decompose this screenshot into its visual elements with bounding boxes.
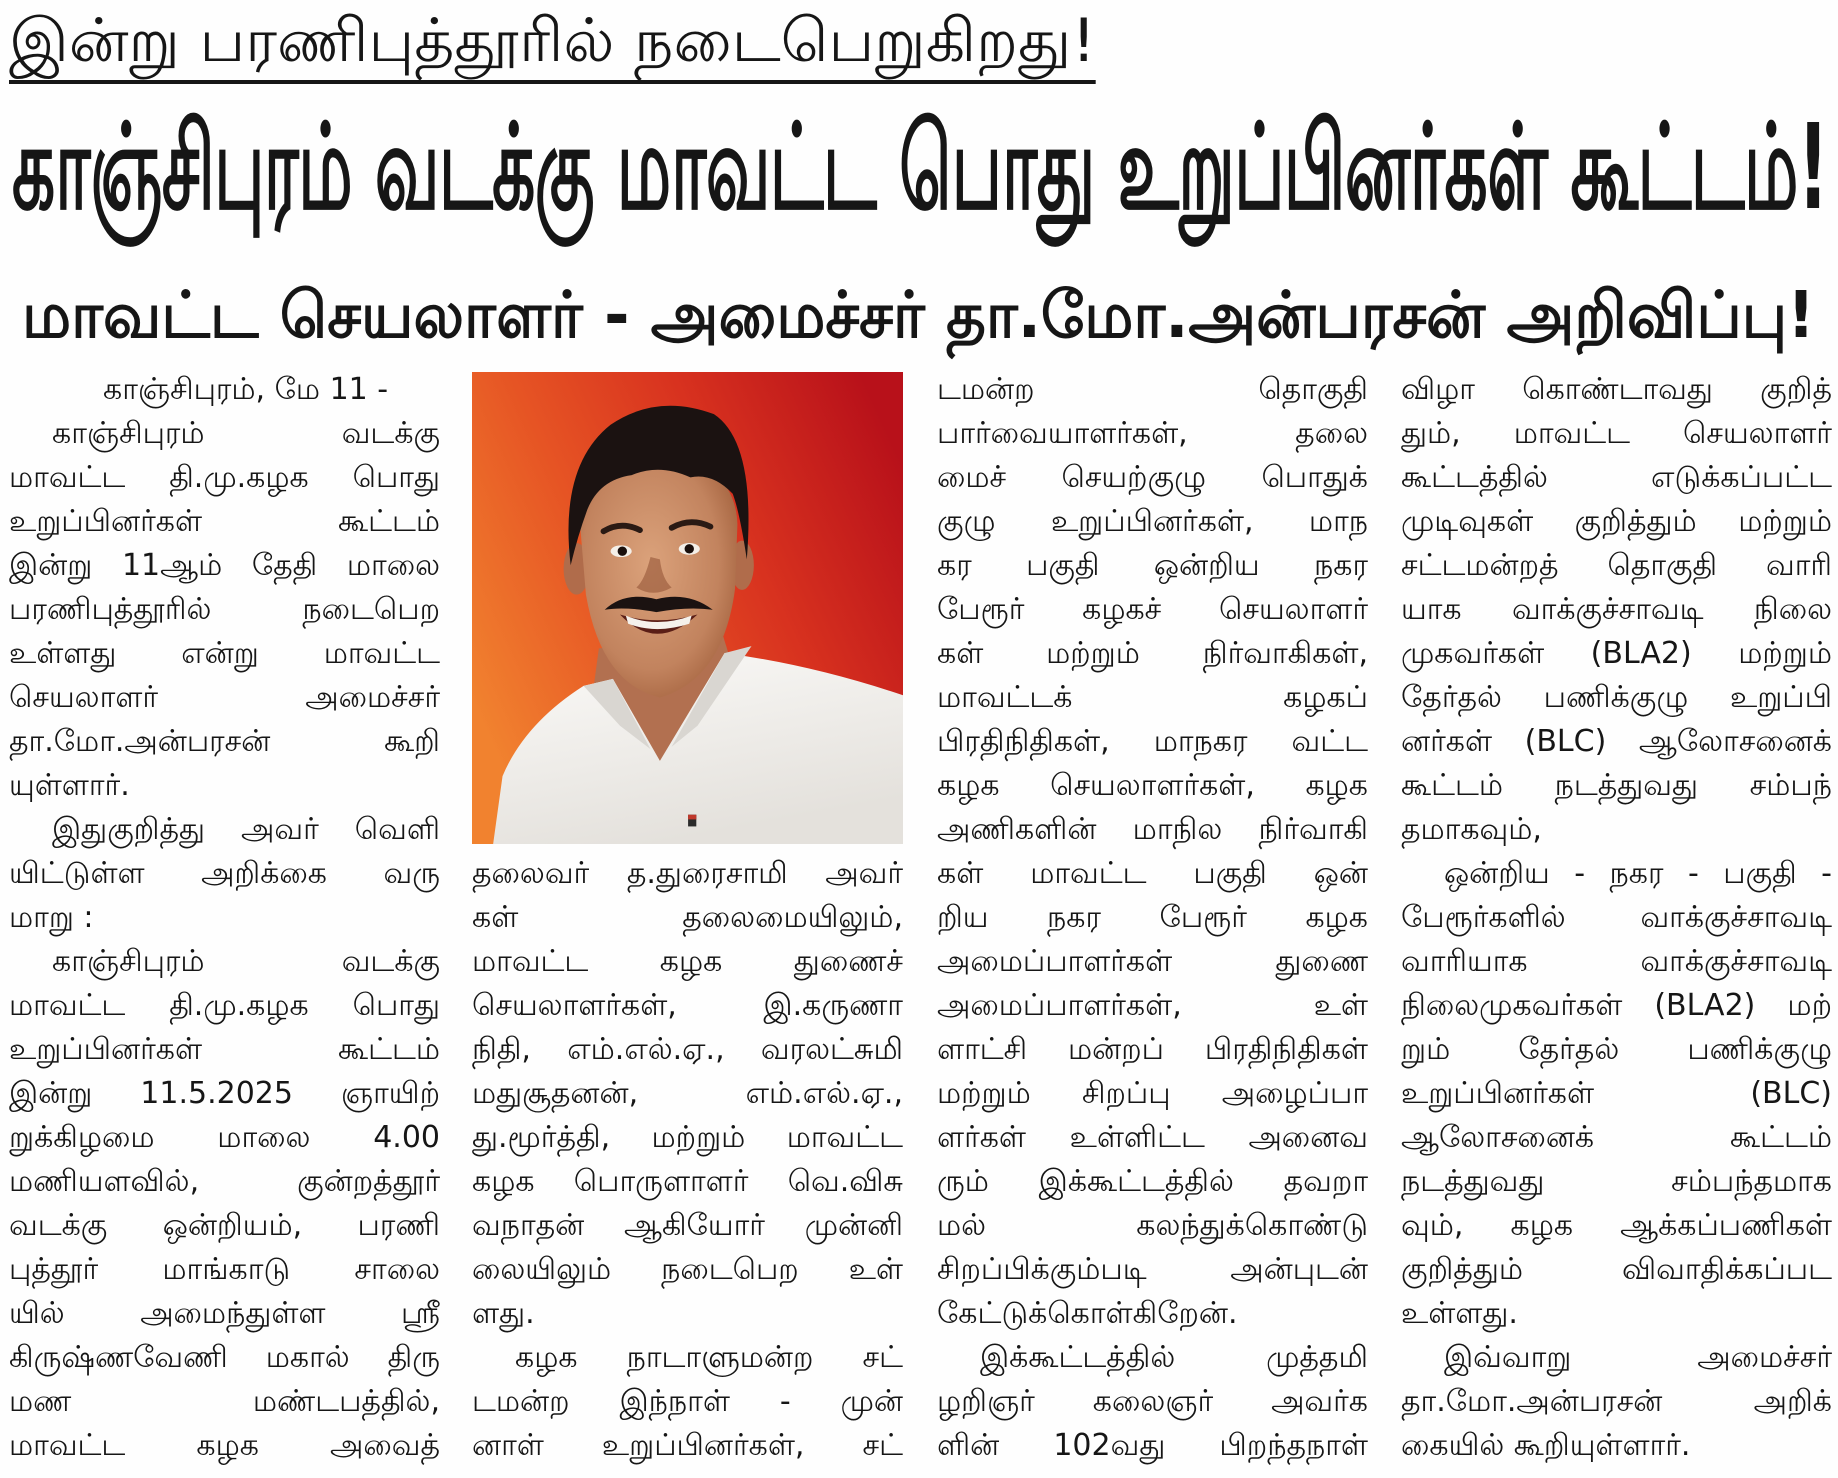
article-column-2 <box>472 852 903 1468</box>
article-line: கூட்டம் நடத்துவது சம்பந் <box>1401 768 1832 803</box>
article-line: மல் கலந்துக்கொண்டு <box>937 1208 1368 1243</box>
right-pupil <box>685 544 694 553</box>
article-line: கிருஷ்ணவேணி மகால் திரு <box>9 1340 440 1375</box>
article-line: கள் தலைமையிலும், <box>472 900 903 935</box>
article-paragraph <box>472 852 903 1336</box>
article-line: பரணிபுத்தூரில் நடைபெற <box>9 592 440 627</box>
article-line: வநாதன் ஆகியோர் முன்னி <box>472 1208 903 1243</box>
article-paragraph <box>9 940 440 1468</box>
article-line: மண மண்டபத்தில், <box>9 1384 440 1419</box>
portrait-illustration <box>472 372 903 844</box>
article-line: தமாகவும், <box>1401 812 1542 847</box>
article-line: ழறிஞர் கலைஞர் அவர்க <box>937 1384 1368 1419</box>
article-paragraph <box>1401 852 1832 1336</box>
article-line: இதுகுறித்து அவர் வெளி <box>52 812 440 847</box>
article-line: கள் மற்றும் நிர்வாகிகள், <box>937 636 1368 671</box>
dateline: காஞ்சிபுரம், மே 11 - <box>103 372 389 407</box>
article-paragraph <box>472 1336 903 1468</box>
article-line: ஆலோசனைக் கூட்டம் <box>1401 1120 1832 1155</box>
article-line: குறித்தும் விவாதிக்கப்பட <box>1401 1252 1832 1287</box>
article-line: விழா கொண்டாவது குறித் <box>1401 372 1832 407</box>
article-line: அமைப்பாளர்கள், உள் <box>937 988 1368 1023</box>
article-line: மற்றும் சிறப்பு அழைப்பா <box>937 1076 1368 1111</box>
article-line: மாவட்டக் கழகப் <box>937 680 1368 715</box>
article-line: ஒன்றிய - நகர - பகுதி - <box>1444 856 1832 891</box>
article-column-4 <box>1401 368 1832 1468</box>
article-line: இக்கூட்டத்தில் முத்தமி <box>980 1340 1368 1375</box>
article-paragraph <box>1401 1336 1832 1468</box>
article-line: ளது. <box>472 1296 535 1331</box>
article-line: யிட்டுள்ள அறிக்கை வரு <box>9 856 440 891</box>
article-line: பேரூர்களில் வாக்குச்சாவடி <box>1401 900 1832 935</box>
article-line: றிய நகர பேரூர் கழக <box>937 900 1368 935</box>
article-line: கழக நாடாளுமன்ற சட் <box>515 1340 903 1375</box>
article-line: தா.மோ.அன்பரசன் அறிக் <box>1401 1384 1832 1419</box>
subheadline-box <box>22 278 1815 356</box>
article-line: து.மூர்த்தி, மற்றும் மாவட்ட <box>472 1120 903 1155</box>
article-line: உறுப்பினர்கள் கூட்டம் <box>9 1032 440 1067</box>
article-line: ளின் 102வது பிறந்தநாள் <box>937 1428 1368 1463</box>
article-line: தலைவர் த.துரைசாமி அவர் <box>472 856 903 891</box>
article-line: பிரதிநிதிகள், மாநகர வட்ட <box>937 724 1368 759</box>
article-line: மாவட்ட தி.மு.கழக பொது <box>9 988 440 1023</box>
article-line: சட்டமன்றத் தொகுதி வாரி <box>1401 548 1832 583</box>
article-line: மணியளவில், குன்றத்தூர் <box>9 1164 440 1199</box>
article-line: முடிவுகள் குறித்தும் மற்றும் <box>1401 504 1832 539</box>
article-line: மதுசூதனன், எம்.எல்.ஏ., <box>472 1076 903 1111</box>
kicker-banner <box>9 4 1096 96</box>
article-line: செயலாளர் அமைச்சர் <box>9 680 440 715</box>
main-headline-box <box>12 100 1828 238</box>
article-line: மாவட்ட கழக துணைச் <box>472 944 903 979</box>
left-pupil <box>618 547 627 556</box>
article-line: இவ்வாறு அமைச்சர் <box>1444 1340 1832 1375</box>
article-line: மாறு : <box>9 900 94 935</box>
article-line: நிலைமுகவர்கள் (BLA2) மற் <box>1401 988 1832 1023</box>
article-line: கேட்டுக்கொள்கிறேன். <box>937 1296 1238 1331</box>
article-line: குழு உறுப்பினர்கள், மாந <box>937 504 1368 539</box>
article-line: இன்று 11ஆம் தேதி மாலை <box>9 548 440 583</box>
article-line: நிதி, எம்.எல்.ஏ., வரலட்சுமி <box>472 1032 903 1067</box>
article-line: ளர்கள் உள்ளிட்ட அனைவ <box>937 1120 1368 1155</box>
article-line: யுள்ளார். <box>9 768 130 803</box>
subheadline: மாவட்ட செயலாளர் - அமைச்சர் தா.மோ.அன்பரசன் அறிவிப்பு! <box>22 279 1815 353</box>
article-line: உறுப்பினர்கள் (BLC) <box>1401 1076 1832 1111</box>
article-paragraph <box>937 1336 1368 1468</box>
article-line: ளாட்சி மன்றப் பிரதிநிதிகள் <box>937 1032 1368 1067</box>
article-line: றுக்கிழமை மாலை 4.00 <box>9 1120 440 1155</box>
article-line: அமைப்பாளர்கள் துணை <box>937 944 1368 979</box>
article-line: டமன்ற தொகுதி <box>937 372 1368 407</box>
article-paragraph <box>9 412 440 808</box>
article-line: முகவர்கள் (BLA2) மற்றும் <box>1401 636 1832 671</box>
article-line: வடக்கு ஒன்றியம், பரணி <box>9 1208 440 1243</box>
article-line: கூட்டத்தில் எடுக்கப்பட்ட <box>1401 460 1832 495</box>
article-line: காஞ்சிபுரம் வடக்கு <box>52 416 440 451</box>
article-line: அணிகளின் மாநில நிர்வாகி <box>937 812 1368 847</box>
article-column-1 <box>9 368 440 1468</box>
article-line: வாரியாக வாக்குச்சாவடி <box>1401 944 1832 979</box>
article-line: புத்தூர் மாங்காடு சாலை <box>9 1252 440 1287</box>
article-line: தும், மாவட்ட செயலாளர் <box>1401 416 1832 451</box>
article-line: உள்ளது. <box>1401 1296 1518 1331</box>
article-paragraph <box>9 808 440 940</box>
article-line: கழக பொருளாளர் வெ.விசு <box>472 1164 903 1199</box>
main-headline: காஞ்சிபுரம் வடக்கு மாவட்ட பொது உறுப்பினர்கள் கூட்டம்! <box>12 98 1828 236</box>
article-line: பேரூர் கழகச் செயலாளர் <box>937 592 1368 627</box>
article-line: டமன்ற இந்நாள் - முன் <box>472 1384 903 1419</box>
lapel-pin-flag <box>688 815 696 820</box>
article-line: சிறப்பிக்கும்படி அன்புடன் <box>937 1252 1368 1287</box>
article-line: கர பகுதி ஒன்றிய நகர <box>937 548 1368 583</box>
article-line: மைச் செயற்குழு பொதுக் <box>937 460 1368 495</box>
article-line: உறுப்பினர்கள் கூட்டம் <box>9 504 440 539</box>
article-line: கழக செயலாளர்கள், கழக <box>937 768 1368 803</box>
article-line: உள்ளது என்று மாவட்ட <box>9 636 440 671</box>
article-line: கையில் கூறியுள்ளார். <box>1401 1428 1691 1463</box>
article-line: தா.மோ.அன்பரசன் கூறி <box>9 724 440 759</box>
kicker-headline: இன்று பரணிபுத்தூரில் நடைபெறுகிறது! <box>9 4 1096 84</box>
article-line: ரும் இக்கூட்டத்தில் தவறா <box>937 1164 1368 1199</box>
article-line: தேர்தல் பணிக்குழு உறுப்பி <box>1401 680 1832 715</box>
article-line: பார்வையாளர்கள், தலை <box>937 416 1368 451</box>
article-line: யாக வாக்குச்சாவடி நிலை <box>1401 592 1832 627</box>
portrait-photo <box>472 372 903 844</box>
article-line: யில் அமைந்துள்ள ஸ்ரீ <box>9 1296 440 1331</box>
article-line: லையிலும் நடைபெற உள் <box>472 1252 903 1287</box>
article-line: செயலாளர்கள், இ.கருணா <box>472 988 903 1023</box>
article-line: நடத்துவது சம்பந்தமாக <box>1401 1164 1832 1199</box>
article-line: கள் மாவட்ட பகுதி ஒன் <box>937 856 1368 891</box>
article-line: றும் தேர்தல் பணிக்குழு <box>1401 1032 1832 1067</box>
article-line: மாவட்ட கழக அவைத் <box>9 1428 440 1463</box>
article-line: னாள் உறுப்பினர்கள், சட் <box>472 1428 903 1463</box>
article-line: இன்று 11.5.2025 ஞாயிற் <box>9 1076 440 1111</box>
article-line: மாவட்ட தி.மு.கழக பொது <box>9 460 440 495</box>
article-paragraph <box>937 368 1368 1336</box>
article-line: னர்கள் (BLC) ஆலோசனைக் <box>1401 724 1832 759</box>
article-paragraph <box>1401 368 1832 852</box>
article-line: வும், கழக ஆக்கப்பணிகள் <box>1401 1208 1832 1243</box>
article-column-3 <box>937 368 1368 1468</box>
article-line: காஞ்சிபுரம் வடக்கு <box>52 944 440 979</box>
